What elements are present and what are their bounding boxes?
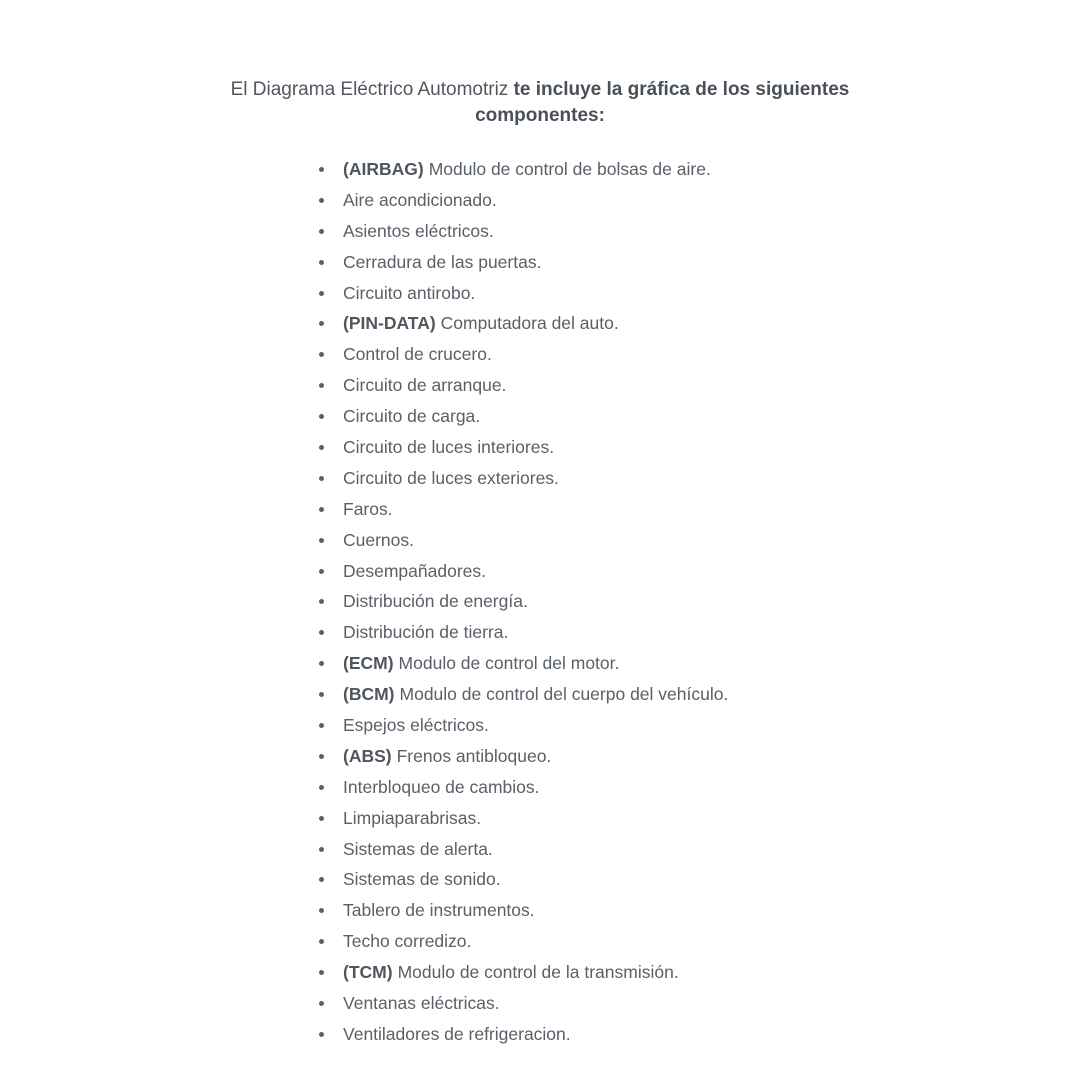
- list-item: [318, 926, 728, 957]
- list-item: [318, 185, 728, 216]
- list-item: [318, 710, 728, 741]
- bullet-icon: [319, 321, 324, 326]
- list-item: [318, 370, 728, 401]
- component-code: (ECM): [343, 653, 394, 674]
- bullet-icon: [319, 877, 324, 882]
- list-item: [318, 648, 728, 679]
- bullet-icon: [319, 291, 324, 296]
- list-item: [318, 741, 728, 772]
- list-item: [318, 556, 728, 587]
- components-list: [318, 154, 728, 1050]
- bullet-icon: [319, 538, 324, 543]
- component-description: Limpiaparabrisas.: [343, 807, 482, 828]
- component-code: (PIN-DATA): [343, 313, 436, 334]
- component-code: (ABS): [343, 745, 392, 766]
- component-description: Circuito de arranque.: [343, 375, 507, 396]
- bullet-icon: [319, 785, 324, 790]
- list-item: [318, 525, 728, 556]
- component-description: Circuito de luces interiores.: [343, 436, 555, 457]
- component-description: Circuito de carga.: [343, 406, 481, 427]
- bullet-icon: [319, 476, 324, 481]
- component-description: Sistemas de alerta.: [343, 838, 493, 859]
- list-item: [318, 988, 728, 1019]
- list-item: [318, 834, 728, 865]
- component-description: Modulo de control de bolsas de aire.: [428, 158, 711, 179]
- component-description: Asientos eléctricos.: [343, 220, 494, 241]
- bullet-icon: [319, 260, 324, 265]
- list-item: [318, 463, 728, 494]
- component-description: Cuernos.: [343, 529, 415, 550]
- component-description: Sistemas de sonido.: [343, 869, 501, 890]
- bullet-icon: [319, 970, 324, 975]
- component-description: Circuito de luces exteriores.: [343, 467, 559, 488]
- component-description: Techo corredizo.: [343, 931, 472, 952]
- list-item: [318, 432, 728, 463]
- component-code: (TCM): [343, 962, 393, 983]
- bullet-icon: [319, 599, 324, 604]
- intro-bold-text: te incluye la gráfica de los siguientes componentes:: [475, 79, 850, 126]
- bullet-icon: [319, 754, 324, 759]
- bullet-icon: [319, 939, 324, 944]
- bullet-icon: [319, 847, 324, 852]
- bullet-icon: [319, 816, 324, 821]
- list-item: [318, 895, 728, 926]
- bullet-icon: [319, 908, 324, 913]
- component-description: Circuito antirobo.: [343, 282, 476, 303]
- component-code: (BCM): [343, 684, 395, 705]
- list-item: [318, 864, 728, 895]
- bullet-icon: [319, 1032, 324, 1037]
- bullet-icon: [319, 414, 324, 419]
- list-item: [318, 679, 728, 710]
- list-item: [318, 494, 728, 525]
- list-item: [318, 803, 728, 834]
- list-item: [318, 278, 728, 309]
- bullet-icon: [319, 692, 324, 697]
- bullet-icon: [319, 1001, 324, 1006]
- list-item: [318, 401, 728, 432]
- bullet-icon: [319, 445, 324, 450]
- component-description: Espejos eléctricos.: [343, 714, 489, 735]
- component-description: Cerradura de las puertas.: [343, 251, 542, 272]
- bullet-icon: [319, 723, 324, 728]
- list-item: [318, 154, 728, 185]
- component-description: Interbloqueo de cambios.: [343, 776, 540, 797]
- list-item: [318, 339, 728, 370]
- list-item: [318, 957, 728, 988]
- component-description: Modulo de control de la transmisión.: [397, 962, 679, 983]
- component-description: Distribución de energía.: [343, 591, 528, 612]
- component-description: Ventanas eléctricas.: [343, 992, 500, 1013]
- bullet-icon: [319, 229, 324, 234]
- bullet-icon: [319, 630, 324, 635]
- component-description: Desempañadores.: [343, 560, 486, 581]
- component-description: Modulo de control del cuerpo del vehículo.: [399, 684, 729, 705]
- component-description: Modulo de control del motor.: [398, 653, 620, 674]
- component-description: Computadora del auto.: [440, 313, 619, 334]
- component-description: Faros.: [343, 498, 393, 519]
- bullet-icon: [319, 569, 324, 574]
- list-item: [318, 617, 728, 648]
- component-description: Ventiladores de refrigeracion.: [343, 1023, 571, 1044]
- intro-normal-text: El Diagrama Eléctrico Automotriz: [230, 79, 509, 100]
- list-item: [318, 216, 728, 247]
- bullet-icon: [319, 167, 324, 172]
- bullet-icon: [319, 198, 324, 203]
- bullet-icon: [319, 661, 324, 666]
- list-item: [318, 586, 728, 617]
- list-item: [318, 308, 728, 339]
- bullet-icon: [319, 352, 324, 357]
- bullet-icon: [319, 507, 324, 512]
- component-description: Control de crucero.: [343, 344, 492, 365]
- intro-paragraph: [180, 77, 900, 129]
- component-description: Tablero de instrumentos.: [343, 900, 535, 921]
- list-item: [318, 772, 728, 803]
- list-item: [318, 1019, 728, 1050]
- component-description: Frenos antibloqueo.: [396, 745, 552, 766]
- component-description: Aire acondicionado.: [343, 189, 497, 210]
- list-item: [318, 247, 728, 278]
- bullet-icon: [319, 383, 324, 388]
- component-description: Distribución de tierra.: [343, 622, 509, 643]
- component-code: (AIRBAG): [343, 158, 424, 179]
